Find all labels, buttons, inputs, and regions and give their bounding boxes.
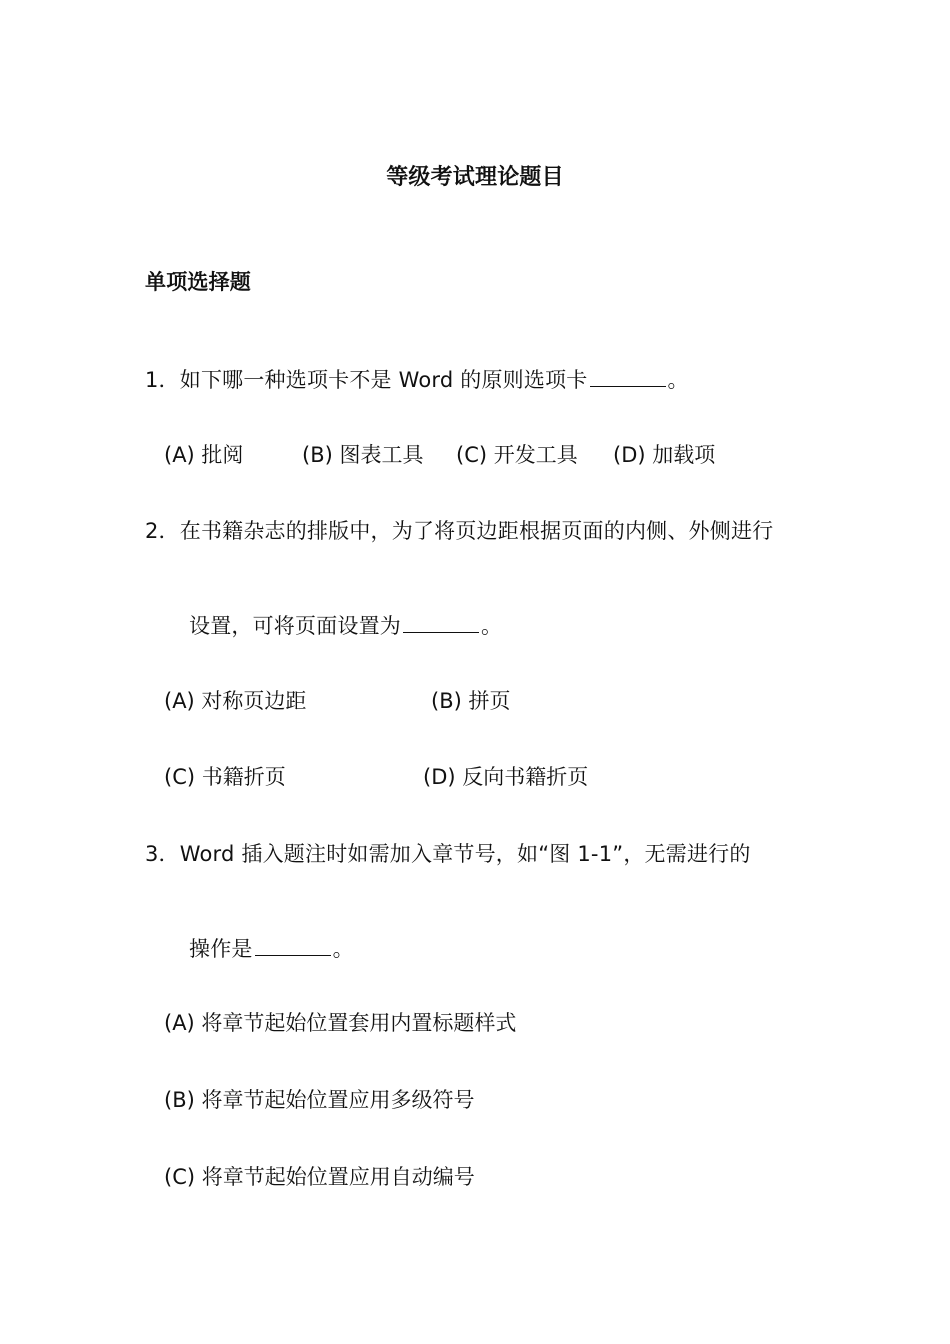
question-2-stem-line1: 2．在书籍杂志的排版中，为了将页边距根据页面的内侧、外侧进行: [145, 519, 774, 543]
question-1-stem: [145, 364, 689, 394]
question-3-stem-line1: 3．Word 插入题注时如需加入章节号，如“图 1-1”，无需进行的: [145, 842, 751, 866]
question-3-option-b: (B) 将章节起始位置应用多级符号: [164, 1088, 475, 1112]
question-2-stem-line2: [189, 610, 502, 640]
question-3-option-c: (C) 将章节起始位置应用自动编号: [164, 1165, 475, 1189]
question-1-option-d: (D) 加载项: [613, 443, 716, 467]
question-1-text: 1．如下哪一种选项卡不是 Word 的原则选项卡: [145, 368, 588, 392]
question-2-option-d: (D) 反向书籍折页: [423, 765, 589, 789]
question-2-end: 。: [481, 614, 503, 638]
question-3-text: 操作是: [189, 937, 253, 961]
answer-blank: [255, 933, 331, 956]
document-title: 等级考试理论题目: [386, 165, 564, 190]
question-1-end: 。: [667, 368, 689, 392]
question-1-option-c: (C) 开发工具: [456, 443, 578, 467]
answer-blank: [590, 364, 666, 387]
question-1-option-b: (B) 图表工具: [302, 443, 424, 467]
question-2-option-a: (A) 对称页边距: [164, 689, 307, 713]
answer-blank: [403, 610, 479, 633]
question-2-text: 设置，可将页面设置为: [189, 614, 401, 638]
question-3-option-a: (A) 将章节起始位置套用内置标题样式: [164, 1011, 517, 1035]
question-2-option-c: (C) 书籍折页: [164, 765, 286, 789]
question-3-stem-line2: [189, 933, 354, 963]
question-3-end: 。: [332, 937, 354, 961]
question-1-option-a: (A) 批阅: [164, 443, 244, 467]
section-heading: 单项选择题: [145, 270, 251, 294]
question-2-option-b: (B) 拼页: [431, 689, 511, 713]
